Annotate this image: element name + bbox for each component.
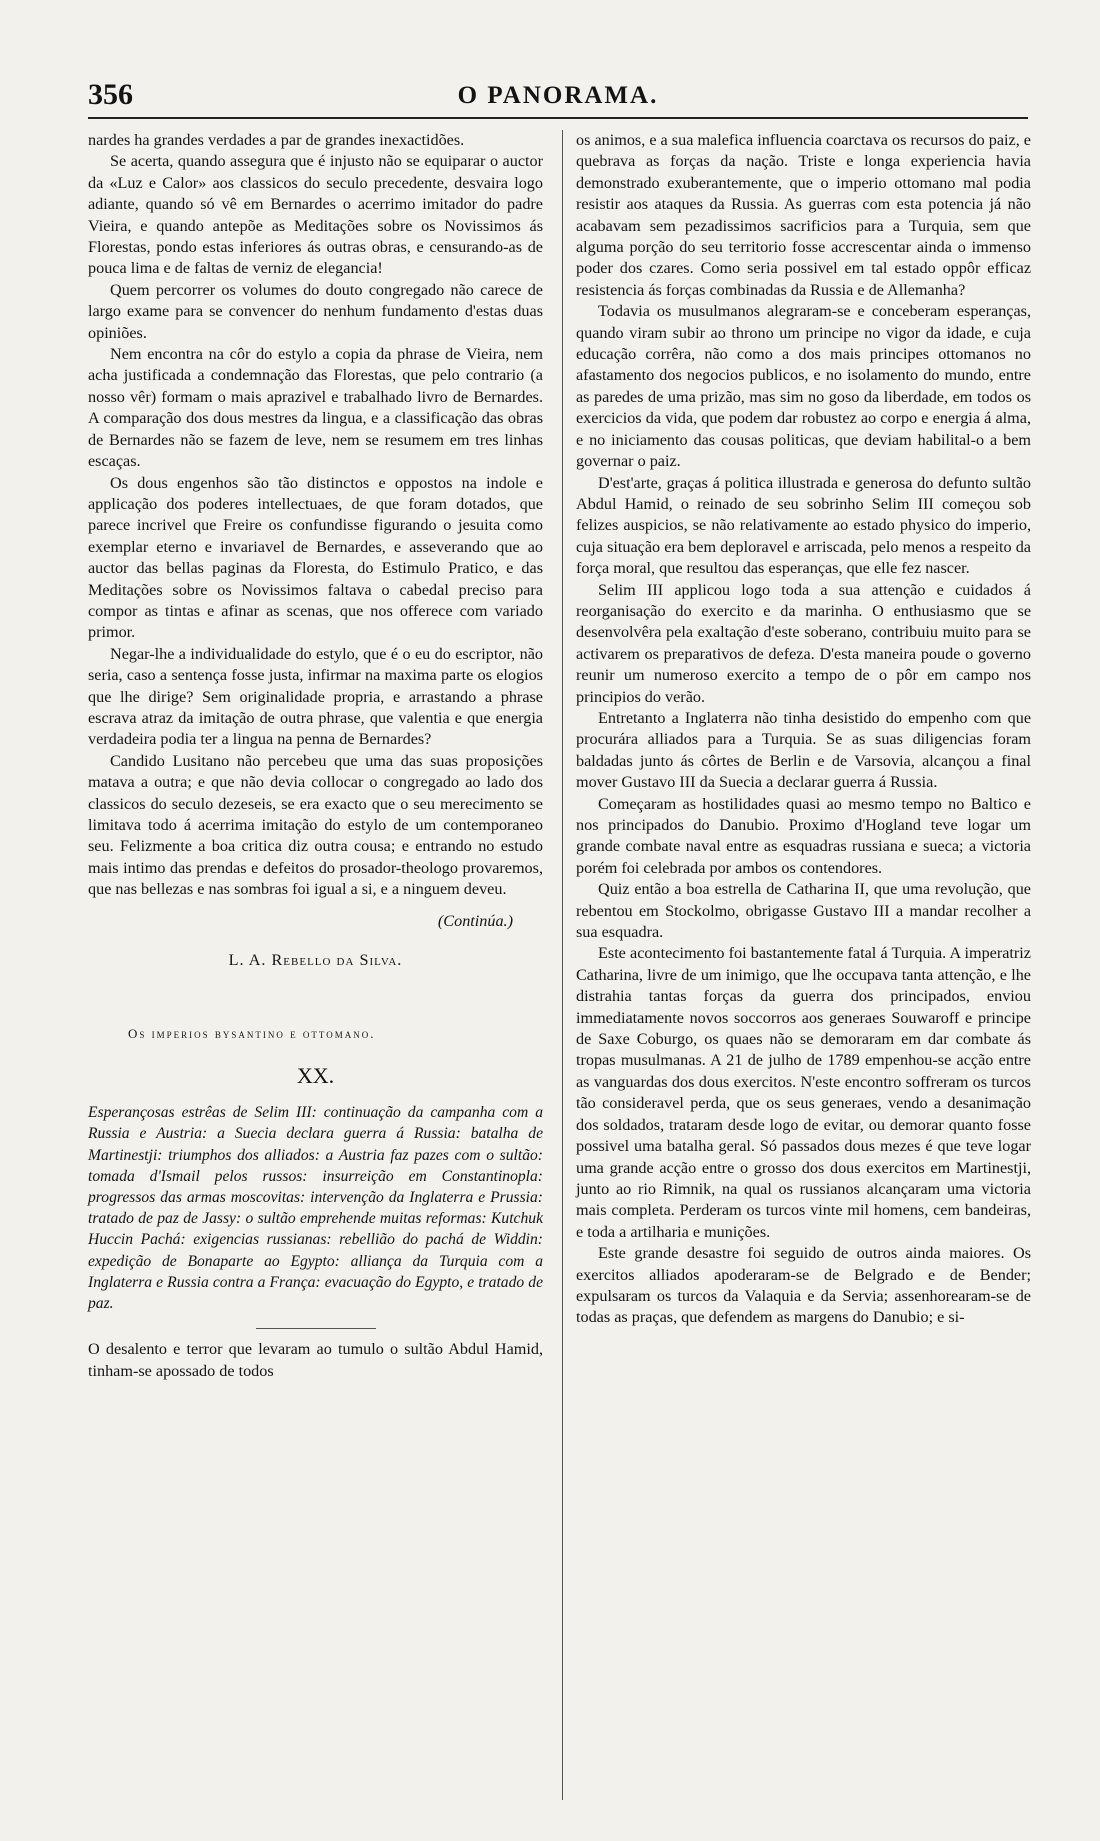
paragraph: Este acontecimento foi bastantemente fatal á Turquia. A imperatriz Catharina, livre de um inimigo, que lhe occupava tanta attenção, e lhe distrahia tantas forças da guerra dos principados, enviou immediatamente novos soccorros aos generaes Souwaroff e principe de Saxe Coburgo, os quaes não se demoraram em dar combate ás tropas musulmanas. A 21 de julho de 1789 empenhou-se acção entre as vanguardas dos dous exercitos. N'este encontro soffreram os turcos tão consideravel perda, que os seus generaes, vendo a desanimação dos soldados, trataram desde logo de evitar, ou demorar quanto fosse possivel uma batalha geral. Só passados dous mezes é que teve logar uma grande acção entre o grosso dos dous exercitos em Martinestji, junto ao rio Rimnik, na qual os russianos alcançaram uma victoria mais completa. Perderam os turcos vinte mil homens, cem bandeiras, e toda a artilharia e munições.	[576, 944, 1031, 1241]
page-header	[88, 78, 1028, 112]
paragraph: nardes ha grandes verdades a par de grandes inexactidões.	[88, 131, 465, 149]
paragraph: Entretanto a Inglaterra não tinha desistido do empenho com que procurára alliados para a Turquia. Se as suas diligencias foram baldadas junto ás côrtes de Berlin e de Varsovia, alcançou a final mover Gustavo III da Suecia a declarar guerra á Russia.	[576, 708, 1031, 792]
continuation-note: (Continúa.)	[437, 911, 513, 930]
paragraph: Começaram as hostilidades quasi ao mesmo tempo no Baltico e nos principados do Danubio. Proximo d'Hogland teve logar um grande combate naval entre as esquadras russiana e sueca; a victoria porém foi celebrada por ambos os contendores.	[576, 794, 1031, 877]
paragraph: Todavia os musulmanos alegraram-se e conceberam esperanças, quando viram subir ao throno um principe no vigor da idade, e cuja educação corrêra, não como a dos mais principes ottomanos no afastamento dos negocios publicos, e no isolamento do mundo, entre as paredes de uma prizão, mas sim no goso da liberdade, em todos os exercicios da vida, que podem dar robustez ao corpo e energia á alma, e no iniciamento das cousas politicas, que deviam habilital-o a bem governar o paiz.	[576, 302, 1031, 471]
paragraph: Negar-lhe a individualidade do estylo, que é o eu do escriptor, não seria, caso a sentença fosse justa, infirmar na maxima parte os elogios que lhe dirige? Sem originalidade propria, e arrastando a phrase escrava atraz da imitação de outra phrase, que valentia e que energia verdadeira podia ter a lingua na penna de Bernardes?	[88, 644, 543, 749]
paragraph: Quiz então a boa estrella de Catharina II, que uma revolução, que rebentou em Stockolmo, obrigasse Gustavo III a mandar recolher a sua esquadra.	[576, 880, 1031, 942]
paragraph: Este grande desastre foi seguido de outros ainda maiores. Os exercitos alliados apoderaram-se de Belgrado e de Bender; expulsaram os turcos da Valaquia e da Servia; assenhorearam-se de todas as praças, que defendem as margens do Danubio; e si-	[576, 1244, 1031, 1327]
page-number: 356	[88, 78, 133, 111]
paragraph: Os dous engenhos são tão distinctos e oppostos na indole e applicação dos poderes intellectuaes, de que foram dotados, que parece incrivel que Freire os confundisse figurando o jesuita como exemplar eterno e invariavel de Bernardes, e asseverando que ao auctor das bellas paginas da Floresta, do Estimulo Pratico, e das Meditações sobre os Novissimos faltava o cabedal preciso para compor as tintas e afinar as scenas, que nos offerece com variado primor.	[88, 473, 543, 642]
paragraph: Quem percorrer os volumes do douto congregado não carece de largo exame para se convencer do nenhum fundamento d'estas duas opiniões.	[88, 280, 543, 342]
paragraph: Candido Lusitano não percebeu que uma das suas proposições matava a outra; e que não devia collocar o congregado ao lado dos classicos do seculo dezeseis, se era exacto que o seu merecimento se limitava todo á acerrima imitação do estylo de um contemporaneo seu. Felizmente a boa critica diz outra cousa; e entrando no estudo mais intimo das prendas e defeitos do prosador-theologo provaremos, que nas bellezas e nas sombras foi igual a si, e a ninguem deveu.	[88, 751, 543, 899]
header-rule	[88, 117, 1028, 119]
section-number: XX.	[296, 1062, 335, 1088]
paragraph: Se acerta, quando assegura que é injusto não se equiparar o auctor da «Luz e Calor» aos classicos do seculo precedente, desvaira logo adiante, quando só vê em Bernardes o acerrimo imitador do padre Vieira, e quando antepõe as Meditações sobre os Novissimos ás Florestas, pondo estas inferiores ás outras obras, e censurando-as de pouca lima e de faltas de verniz de elegancia!	[88, 152, 543, 278]
left-column	[88, 130, 543, 1382]
author-signature: L. A. Rebello da Silva.	[228, 951, 403, 970]
paragraph: Selim III applicou logo toda a sua attenção e cuidados á reorganisação do exercito e da marinha. O enthusiasmo que se desenvolvêra pela exaltação d'este soberano, contribuiu muito para se activarem os preparativos de defeza. D'esta maneira poude o governo reunir um numeroso exercito a tempo de o pôr em campo nos principios do verão.	[576, 580, 1031, 706]
column-divider	[562, 130, 563, 1800]
section-heading: Os imperios bysantino e ottomano.	[128, 1026, 376, 1042]
paragraph: O desalento e terror que levaram ao tumulo o sultão Abdul Hamid, tinham-se apossado de todos	[88, 1340, 543, 1380]
page-title: O PANORAMA.	[457, 82, 659, 109]
summary-divider	[256, 1328, 376, 1329]
paragraph: os animos, e a sua malefica influencia coarctava os recursos do paiz, e quebrava as forças da nação. Triste e longa experiencia havia demonstrado exuberantemente, que o imperio ottomano mal podia resistir aos ataques da Russia. As guerras com esta potencia já não acabavam sem pezadissimos sacrificios para a Turquia, sem que alguma porção do seu territorio fosse accrescentar ainda o immenso poder dos czares. Como seria possivel em tal estado oppôr efficaz resistencia ás forças combinadas da Russia e de Allemanha?	[576, 131, 1031, 299]
right-column	[576, 130, 1031, 1329]
paragraph: D'est'arte, graças á politica illustrada e generosa do defunto sultão Abdul Hamid, o reinado de seu sobrinho Selim III começou sob felizes auspicios, se não relativamente ao estado physico do imperio, cuja situação era bem deploravel e arriscada, pelo menos a respeito da força moral, que resultou das esperanças, que elle fez nascer.	[576, 473, 1031, 578]
chapter-summary: Esperançosas estrêas de Selim III: continuação da campanha com a Russia e Austria: a Suecia declara guerra á Russia: batalha de Martinestji: triumphos dos alliados: a Austria faz pazes com o sultão: tomada d'Ismail pelos russos: insurreição em Constantinopla: progressos das armas moscovitas: intervenção da Inglaterra e Prussia: tratado de paz de Jassy: o sultão emprehende muitas reformas: Kutchuk Huccin Pachá: exigencias russianas: rebellião do pachá de Widdin: expedição de Bonaparte ao Egypto: alliança da Turquia com a Inglaterra e Russia contra a França: evacuação do Egypto, e tratado de paz.	[88, 1104, 543, 1313]
paragraph: Nem encontra na côr do estylo a copia da phrase de Vieira, nem acha justificada a condemnação das Florestas, que pelo contrario (a nosso vêr) formam o mais aprazivel e trabalhado livro de Bernardes. A comparação dos dous mestres da lingua, e a classificação das obras de Bernardes não se fazem de leve, nem se resumem em tres linhas escaças.	[88, 345, 543, 471]
